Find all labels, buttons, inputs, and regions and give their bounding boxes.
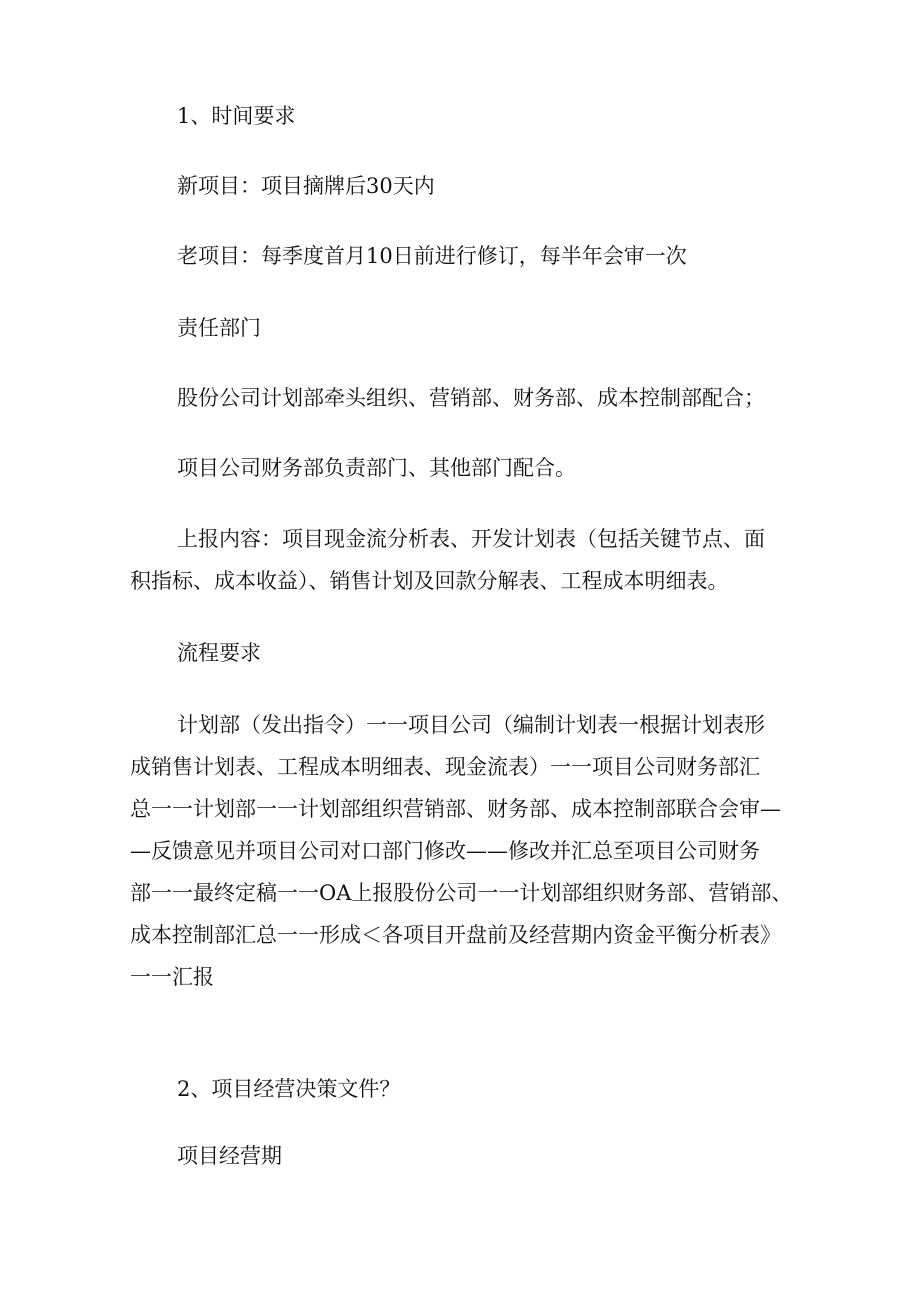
process-line: 成本控制部汇总一一形成＜各项目开盘前及经营期内资金平衡分析表》 [130,923,781,947]
process-line: —反馈意见并项目公司对口部门修改——修改并汇总至项目公司财务 [130,839,760,863]
responsibility-line-1: 股份公司计划部牵头组织、营销部、财务部、成本控制部配合； [177,386,765,410]
process-line: 部一一最终定稿一一OA上报股份公司一一计划部组织财务部、营销部、 [130,881,793,905]
operation-period-heading: 项目经营期 [177,1144,282,1168]
process-paragraph [130,713,810,989]
report-content-line: 积指标、成本收益）、销售计划及回款分解表、工程成本明细表。 [130,569,729,593]
report-content-line: 上报内容：项目现金流分析表、开发计划表（包括关键节点、面 [177,527,765,551]
process-line: 一一汇报 [130,965,214,989]
process-line: 成销售计划表、工程成本明细表、现金流表）一一项目公司财务部汇 [130,755,760,779]
section-heading-time-requirements: 1、时间要求 [177,104,296,128]
new-project-requirement: 新项目：项目摘牌后30天内 [177,174,435,198]
process-line: 计划部（发出指令）一一项目公司（编制计划表一根据计划表形 [177,713,765,737]
responsibility-heading: 责任部门 [177,316,261,340]
process-line: 总一一计划部一一计划部组织营销部、财务部、成本控制部联合会审— [130,797,781,821]
process-heading: 流程要求 [177,641,261,665]
section-heading-operation-decision-docs: 2、项目经营决策文件？ [177,1077,401,1101]
old-project-requirement: 老项目：每季度首月10日前进行修订，每半年会审一次 [177,244,687,268]
responsibility-line-2: 项目公司财务部负责部门、其他部门配合。 [177,456,576,480]
report-content-paragraph [130,527,810,593]
